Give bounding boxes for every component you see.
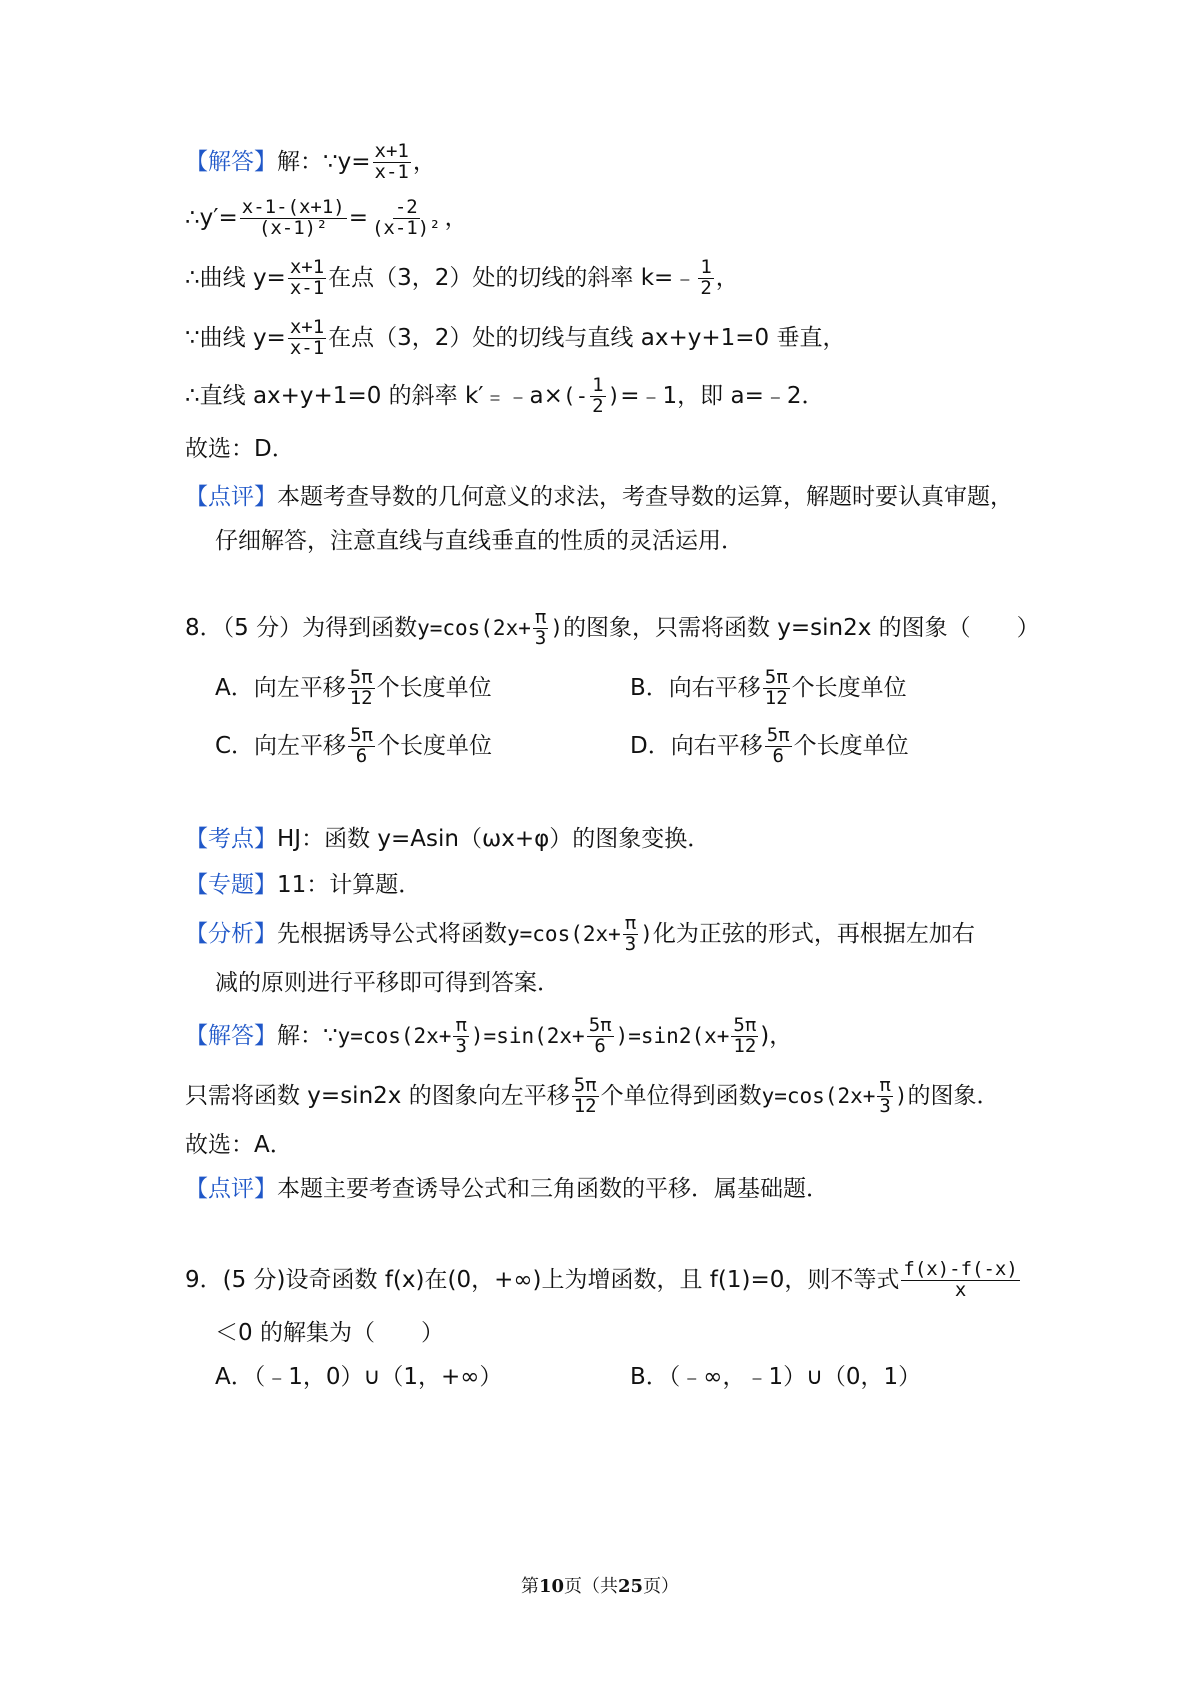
q9-option-b[interactable]: B．（﹣∞，﹣1）∪（0，1） xyxy=(630,1364,922,1390)
fraction: $\frac{1}{2}$ xyxy=(700,256,712,299)
fraction: $\frac{x+1}{x-1}$ xyxy=(289,256,325,299)
fraction: $\frac{x-1-(x+1)}{\text{(x-1)²}}$ xyxy=(241,196,345,239)
q8-solution-line-2: 只需将函数 y=sin2x 的图象向左平移 $\frac{5\pi}{12}$ 个单位得到函数y=cos(2x+ $\frac{\pi}{3}$ )的图象． xyxy=(185,1074,1000,1117)
q8-zhuanti: 【专题】11：计算题． xyxy=(185,872,422,898)
comment-tag: 【点评】 xyxy=(185,484,277,510)
q8-solution-line-1: 【解答】解：∵y=cos(2x+ $\frac{\pi}{3}$ )=sin(2x+ $\frac{5\pi}{6}$ )=sin2(x+ $\frac{5\pi}{12}$ )， xyxy=(185,1014,793,1057)
q7-comment-line-2: 仔细解答，注意直线与直线垂直的性质的灵活运用． xyxy=(215,528,744,554)
q7-solution-line-1: 【解答】解：∵y= $\frac{x+1}{x-1}$ ， xyxy=(185,140,436,183)
fraction: $\frac{\pi}{3}$ xyxy=(534,606,547,649)
fraction: $\frac{1}{2}$ xyxy=(592,374,604,417)
solution-tag: 【解答】 xyxy=(185,148,277,175)
q8-option-d[interactable]: D．向右平移 $\frac{5\pi}{6}$ 个长度单位 xyxy=(630,724,909,767)
q8-stem: 8．（5 分）为得到函数y=cos(2x+ $\frac{\pi}{3}$ )的图象，只需将函数 y=sin2x 的图象（ ） xyxy=(185,606,1040,649)
q7-comment-line-1: 【点评】本题考查导数的几何意义的求法，考查导数的运算，解题时要认真审题， xyxy=(185,484,1013,510)
q8-option-b[interactable]: B．向右平移 $\frac{5\pi}{12}$ 个长度单位 xyxy=(630,666,907,709)
fraction: $\frac{-2}{\text{(x-1)²}}$ xyxy=(371,196,441,239)
fraction: $\frac{x+1}{x-1}$ xyxy=(289,316,325,359)
q8-option-a[interactable]: A．向左平移 $\frac{5\pi}{12}$ 个长度单位 xyxy=(215,666,492,709)
q8-answer: 故选：A． xyxy=(185,1132,293,1158)
q9-stem: 9．(5 分)设奇函数 f(x)在(0，+∞)上为增函数，且 f(1)=0，则不等式 $\frac{f(x)-f(-x)}{x}$ xyxy=(185,1258,1018,1301)
q7-perpendicular-line: ∵曲线 y= $\frac{x+1}{x-1}$ 在点（3，2）处的切线与直线 ax+y+1=0 垂直， xyxy=(185,316,846,359)
q8-comment: 【点评】本题主要考查诱导公式和三角函数的平移．属基础题． xyxy=(185,1176,829,1202)
q8-fenxi-line-1: 【分析】先根据诱导公式将函数y=cos(2x+ $\frac{\pi}{3}$ )化为正弦的形式，再根据左加右 xyxy=(185,912,975,955)
q7-derivative-line: ∴y′= $\frac{x-1-(x+1)}{\text{(x-1)²}}$ = $\frac{-2}{\text{(x-1)²}}$ ， xyxy=(185,196,468,239)
q9-stem-2: ＜0 的解集为（ ） xyxy=(215,1320,444,1346)
fraction: $\frac{f(x)-f(-x)}{x}$ xyxy=(903,1258,1018,1301)
q7-answer: 故选：D． xyxy=(185,436,295,462)
q7-result-line: ∴直线 ax+y+1=0 的斜率 k′﹦﹣a×(- $\frac{1}{2}$ )=﹣1，即 a=﹣2． xyxy=(185,374,825,417)
q9-option-a[interactable]: A．（﹣1，0）∪（1，+∞） xyxy=(215,1364,503,1390)
q8-fenxi-line-2: 减的原则进行平移即可得到答案． xyxy=(215,970,560,996)
q8-option-c[interactable]: C．向左平移 $\frac{5\pi}{6}$ 个长度单位 xyxy=(215,724,492,767)
page-footer: 第10页（共25页） xyxy=(520,1576,680,1597)
q7-slope-line: ∴曲线 y= $\frac{x+1}{x-1}$ 在点（3，2）处的切线的斜率 k=﹣ $\frac{1}{2}$ ， xyxy=(185,256,739,299)
fraction: $\frac{x+1}{x-1}$ xyxy=(374,140,409,183)
q8-kaodian: 【考点】HJ：函数 y=Asin（ωx+φ）的图象变换． xyxy=(185,826,711,852)
